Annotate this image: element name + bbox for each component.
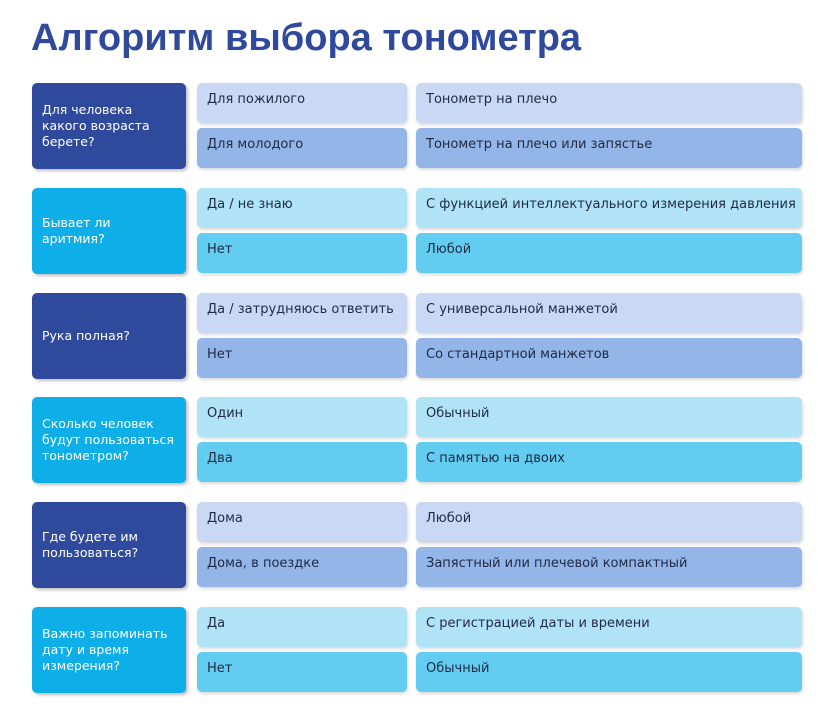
result-cell: С памятью на двоих (416, 442, 802, 482)
question-card (32, 83, 186, 169)
answer-cell: Да / не знаю (197, 188, 407, 228)
result-cell: Любой (416, 233, 802, 273)
question-card (32, 502, 186, 588)
question-block-arm (32, 293, 802, 379)
result-cell: Со стандартной манжетов (416, 338, 802, 378)
result-cell: Тонометр на плечо (416, 83, 802, 123)
result-cell: С регистрацией даты и времени (416, 607, 802, 647)
answer-cell: Дома (197, 502, 407, 542)
question-text: Для человека какого возраста берете? (42, 102, 150, 149)
answer-cell: Да / затрудняюсь ответить (197, 293, 407, 333)
answer-cell: Нет (197, 233, 407, 273)
answer-cell: Нет (197, 652, 407, 692)
result-cell: Тонометр на плечо или запястье (416, 128, 802, 168)
answer-cell: Два (197, 442, 407, 482)
page-title: Алгоритм выбора тонометра (31, 17, 582, 59)
question-card (32, 293, 186, 379)
question-text: Сколько человек будут пользоваться тонометром? (42, 416, 174, 464)
result-cell: Любой (416, 502, 802, 542)
algorithm-table (32, 83, 802, 712)
question-text: Где будете им пользоваться? (42, 529, 139, 561)
result-cell: Запястный или плечевой компактный (416, 547, 802, 587)
result-cell: С универсальной манжетой (416, 293, 802, 333)
question-block-location (32, 502, 802, 588)
answer-cell: Нет (197, 338, 407, 378)
result-cell: Обычный (416, 397, 802, 437)
question-block-age (32, 83, 802, 169)
question-card (32, 607, 186, 693)
answer-cell: Для пожилого (197, 83, 407, 123)
answer-cell: Дома, в поездке (197, 547, 407, 587)
question-block-users (32, 397, 802, 483)
question-card (32, 397, 186, 483)
question-card (32, 188, 186, 274)
question-text: Рука полная? (42, 327, 130, 343)
answer-cell: Да (197, 607, 407, 647)
answer-cell: Для молодого (197, 128, 407, 168)
answer-cell: Один (197, 397, 407, 437)
result-cell: Обычный (416, 652, 802, 692)
result-cell: С функцией интеллектуального измерения давления (416, 188, 802, 228)
question-text: Важно запоминать дату и время измерения? (42, 625, 168, 673)
question-text: Бывает ли аритмия? (42, 214, 111, 246)
question-block-datetime (32, 607, 802, 693)
question-block-arrhythmia (32, 188, 802, 274)
